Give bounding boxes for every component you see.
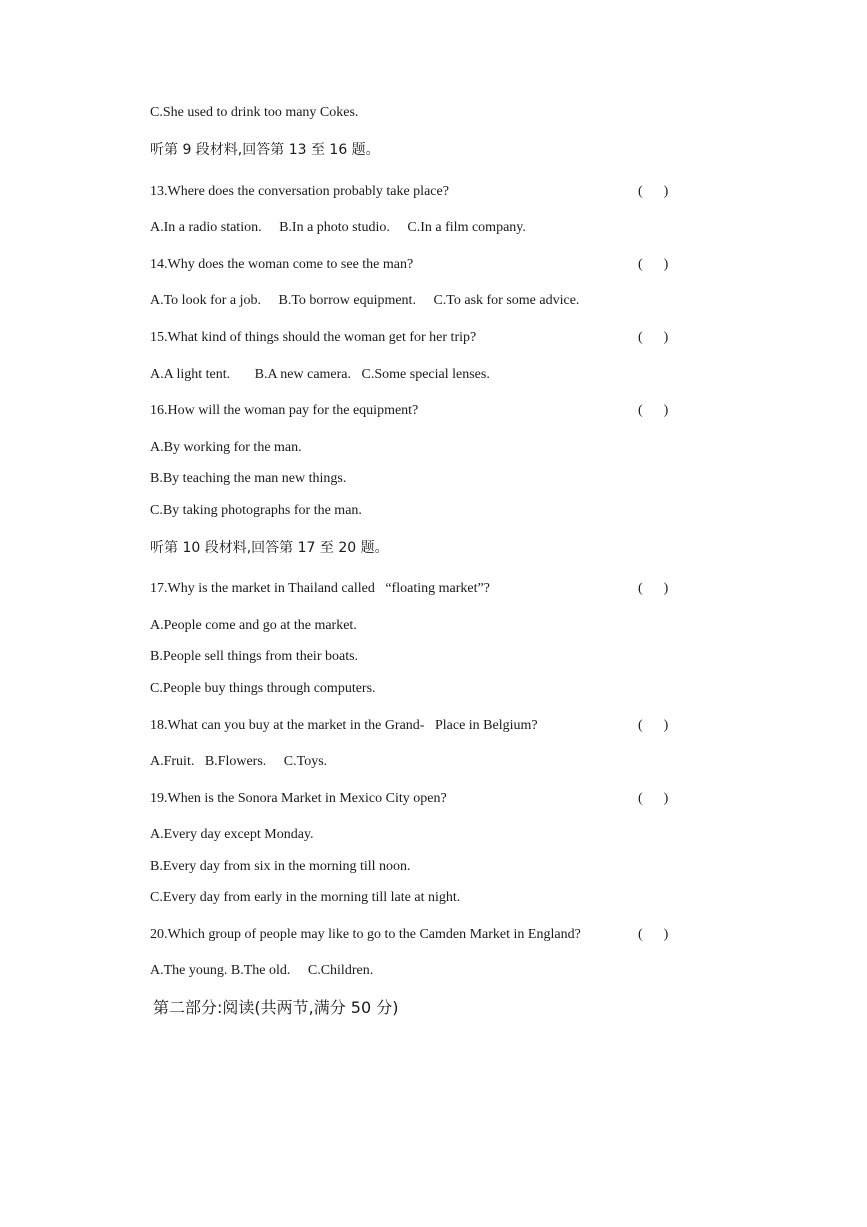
answer-blank-16: ( )	[638, 403, 669, 418]
option-19-b: B.Every day from six in the morning till noon.	[150, 859, 411, 874]
listening-instruction-10: 听第 10 段材料,回答第 17 至 20 题。	[150, 540, 389, 556]
question-15: 15.What kind of things should the woman get for her trip?	[150, 330, 477, 345]
listening-instruction-9: 听第 9 段材料,回答第 13 至 16 题。	[150, 142, 380, 158]
section-title-reading: 第二部分:阅读(共两节,满分 50 分)	[153, 998, 399, 1017]
options-20: A.The young. B.The old. C.Children.	[150, 963, 374, 978]
question-16: 16.How will the woman pay for the equipment?	[150, 403, 419, 418]
options-13: A.In a radio station. B.In a photo studio. C.In a film company.	[150, 220, 526, 235]
answer-blank-19: ( )	[638, 791, 669, 806]
option-17-a: A.People come and go at the market.	[150, 618, 357, 633]
question-13: 13.Where does the conversation probably take place?	[150, 184, 449, 199]
answer-blank-15: ( )	[638, 330, 669, 345]
option-19-c: C.Every day from early in the morning till late at night.	[150, 890, 461, 905]
question-14: 14.Why does the woman come to see the man?	[150, 257, 414, 272]
question-17: 17.Why is the market in Thailand called “floating market”?	[150, 581, 490, 596]
answer-blank-18: ( )	[638, 718, 669, 733]
option-19-a: A.Every day except Monday.	[150, 827, 314, 842]
answer-blank-20: ( )	[638, 927, 669, 942]
question-18: 18.What can you buy at the market in the Grand- Place in Belgium?	[150, 718, 538, 733]
option-16-c: C.By taking photographs for the man.	[150, 503, 362, 518]
option-16-a: A.By working for the man.	[150, 440, 302, 455]
option-line: C.She used to drink too many Cokes.	[150, 105, 359, 120]
question-19: 19.When is the Sonora Market in Mexico City open?	[150, 791, 447, 806]
question-20: 20.Which group of people may like to go to the Camden Market in England?	[150, 927, 581, 942]
answer-blank-13: ( )	[638, 184, 669, 199]
answer-blank-17: ( )	[638, 581, 669, 596]
answer-blank-14: ( )	[638, 257, 669, 272]
options-15: A.A light tent. B.A new camera. C.Some special lenses.	[150, 367, 490, 382]
option-17-c: C.People buy things through computers.	[150, 681, 376, 696]
options-14: A.To look for a job. B.To borrow equipment. C.To ask for some advice.	[150, 293, 580, 308]
option-17-b: B.People sell things from their boats.	[150, 649, 359, 664]
option-16-b: B.By teaching the man new things.	[150, 471, 347, 486]
options-18: A.Fruit. B.Flowers. C.Toys.	[150, 754, 328, 769]
